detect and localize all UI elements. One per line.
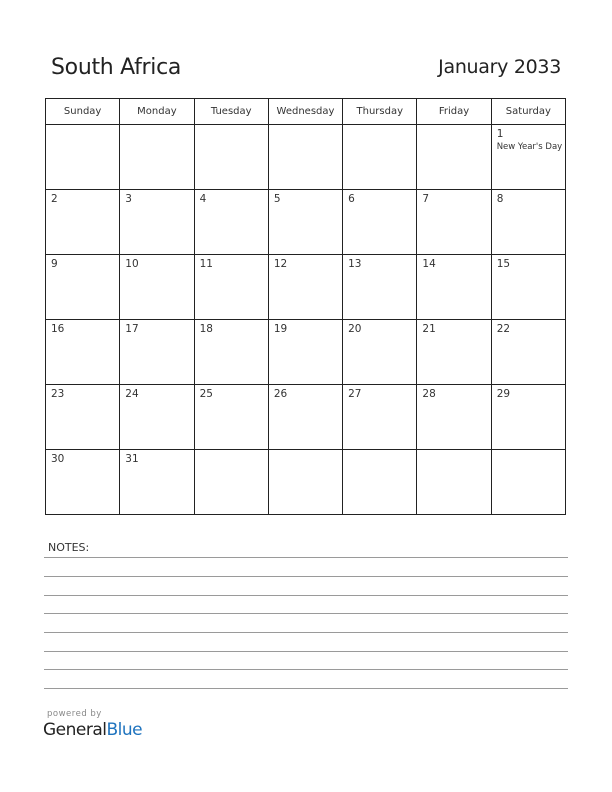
brand-logo xyxy=(43,720,142,740)
weekday-wednesday: Wednesday xyxy=(268,99,342,125)
day-number: 1 xyxy=(496,128,504,140)
notes-line xyxy=(44,688,568,689)
day-cell xyxy=(268,255,342,320)
empty-day-cell xyxy=(491,450,565,515)
empty-day-cell xyxy=(120,125,194,190)
day-cell xyxy=(194,385,268,450)
day-number: 23 xyxy=(51,388,65,400)
notes-label: NOTES: xyxy=(48,541,90,554)
day-number: 7 xyxy=(422,193,430,205)
empty-day-cell xyxy=(194,125,268,190)
weekday-thursday: Thursday xyxy=(343,99,417,125)
day-cell xyxy=(46,255,120,320)
week-row xyxy=(46,255,566,320)
day-cell xyxy=(268,190,342,255)
day-cell xyxy=(491,125,565,190)
day-number: 13 xyxy=(348,258,362,270)
brand-general: General xyxy=(43,720,107,740)
notes-line xyxy=(44,595,568,596)
day-cell xyxy=(268,320,342,385)
day-number: 10 xyxy=(125,258,139,270)
day-cell xyxy=(120,450,194,515)
day-number: 9 xyxy=(51,258,58,270)
country-title: South Africa xyxy=(51,55,182,80)
day-cell xyxy=(46,385,120,450)
day-number: 14 xyxy=(422,258,436,270)
day-number xyxy=(46,125,119,128)
day-number: 5 xyxy=(273,193,281,205)
day-number xyxy=(195,125,268,128)
day-number: 16 xyxy=(51,323,65,335)
calendar-grid xyxy=(45,98,566,515)
day-number: 2 xyxy=(51,193,58,205)
day-number: 20 xyxy=(348,323,362,335)
day-cell xyxy=(46,320,120,385)
empty-day-cell xyxy=(343,125,417,190)
day-cell xyxy=(417,190,491,255)
day-number: 27 xyxy=(348,388,362,400)
day-cell xyxy=(343,255,417,320)
day-number xyxy=(417,125,490,128)
notes-line xyxy=(44,576,568,577)
week-row xyxy=(46,450,566,515)
week-row xyxy=(46,320,566,385)
day-cell xyxy=(46,450,120,515)
day-cell xyxy=(268,385,342,450)
day-number: 11 xyxy=(199,258,213,270)
day-number: 25 xyxy=(199,388,213,400)
day-number: 22 xyxy=(496,323,511,335)
day-cell xyxy=(343,190,417,255)
empty-day-cell xyxy=(194,450,268,515)
day-cell xyxy=(491,255,565,320)
empty-day-cell xyxy=(343,450,417,515)
day-number xyxy=(120,125,193,128)
empty-day-cell xyxy=(417,125,491,190)
day-number: 31 xyxy=(125,453,139,465)
week-row xyxy=(46,190,566,255)
day-cell xyxy=(417,320,491,385)
day-number: 15 xyxy=(496,258,511,270)
day-number xyxy=(492,450,565,453)
day-cell xyxy=(120,320,194,385)
brand-blue: Blue xyxy=(106,720,143,740)
day-cell xyxy=(120,255,194,320)
empty-day-cell xyxy=(417,450,491,515)
day-cell xyxy=(120,385,194,450)
notes-line xyxy=(44,632,568,633)
day-number: 8 xyxy=(496,193,504,205)
day-cell xyxy=(194,255,268,320)
day-number: 30 xyxy=(51,453,65,465)
day-number: 29 xyxy=(496,388,511,400)
day-cell xyxy=(194,190,268,255)
day-number xyxy=(343,450,416,453)
day-number: 19 xyxy=(273,323,288,335)
day-number: 26 xyxy=(273,388,288,400)
day-cell xyxy=(194,320,268,385)
day-number xyxy=(269,450,342,453)
month-year-title: January 2033 xyxy=(438,56,561,78)
weekday-monday: Monday xyxy=(120,99,194,125)
day-number: 3 xyxy=(125,193,132,205)
day-number xyxy=(343,125,416,128)
powered-by-text: powered by xyxy=(47,709,102,719)
empty-day-cell xyxy=(268,450,342,515)
day-number: 28 xyxy=(422,388,436,400)
weekday-friday: Friday xyxy=(417,99,491,125)
empty-day-cell xyxy=(268,125,342,190)
day-cell xyxy=(491,385,565,450)
notes-line xyxy=(44,651,568,652)
day-number: 17 xyxy=(125,323,139,335)
day-cell xyxy=(120,190,194,255)
week-row xyxy=(46,385,566,450)
day-cell xyxy=(343,320,417,385)
day-number: 18 xyxy=(199,323,213,335)
day-cell xyxy=(491,190,565,255)
notes-line xyxy=(44,557,568,558)
day-number: 12 xyxy=(273,258,288,270)
day-cell xyxy=(417,255,491,320)
day-number: 24 xyxy=(125,388,139,400)
day-cell xyxy=(417,385,491,450)
empty-day-cell xyxy=(46,125,120,190)
weekday-header-row xyxy=(46,99,566,125)
notes-line xyxy=(44,613,568,614)
day-number xyxy=(269,125,342,128)
day-number xyxy=(195,450,268,453)
week-row xyxy=(46,125,566,190)
day-number: 6 xyxy=(348,193,355,205)
day-cell xyxy=(343,385,417,450)
day-number: 4 xyxy=(199,193,207,205)
weekday-sunday: Sunday xyxy=(46,99,120,125)
weekday-saturday: Saturday xyxy=(491,99,565,125)
day-cell xyxy=(491,320,565,385)
day-number xyxy=(417,450,490,453)
notes-line xyxy=(44,669,568,670)
holiday-label: New Year's Day xyxy=(496,142,563,152)
weekday-tuesday: Tuesday xyxy=(194,99,268,125)
day-number: 21 xyxy=(422,323,436,335)
day-cell xyxy=(46,190,120,255)
